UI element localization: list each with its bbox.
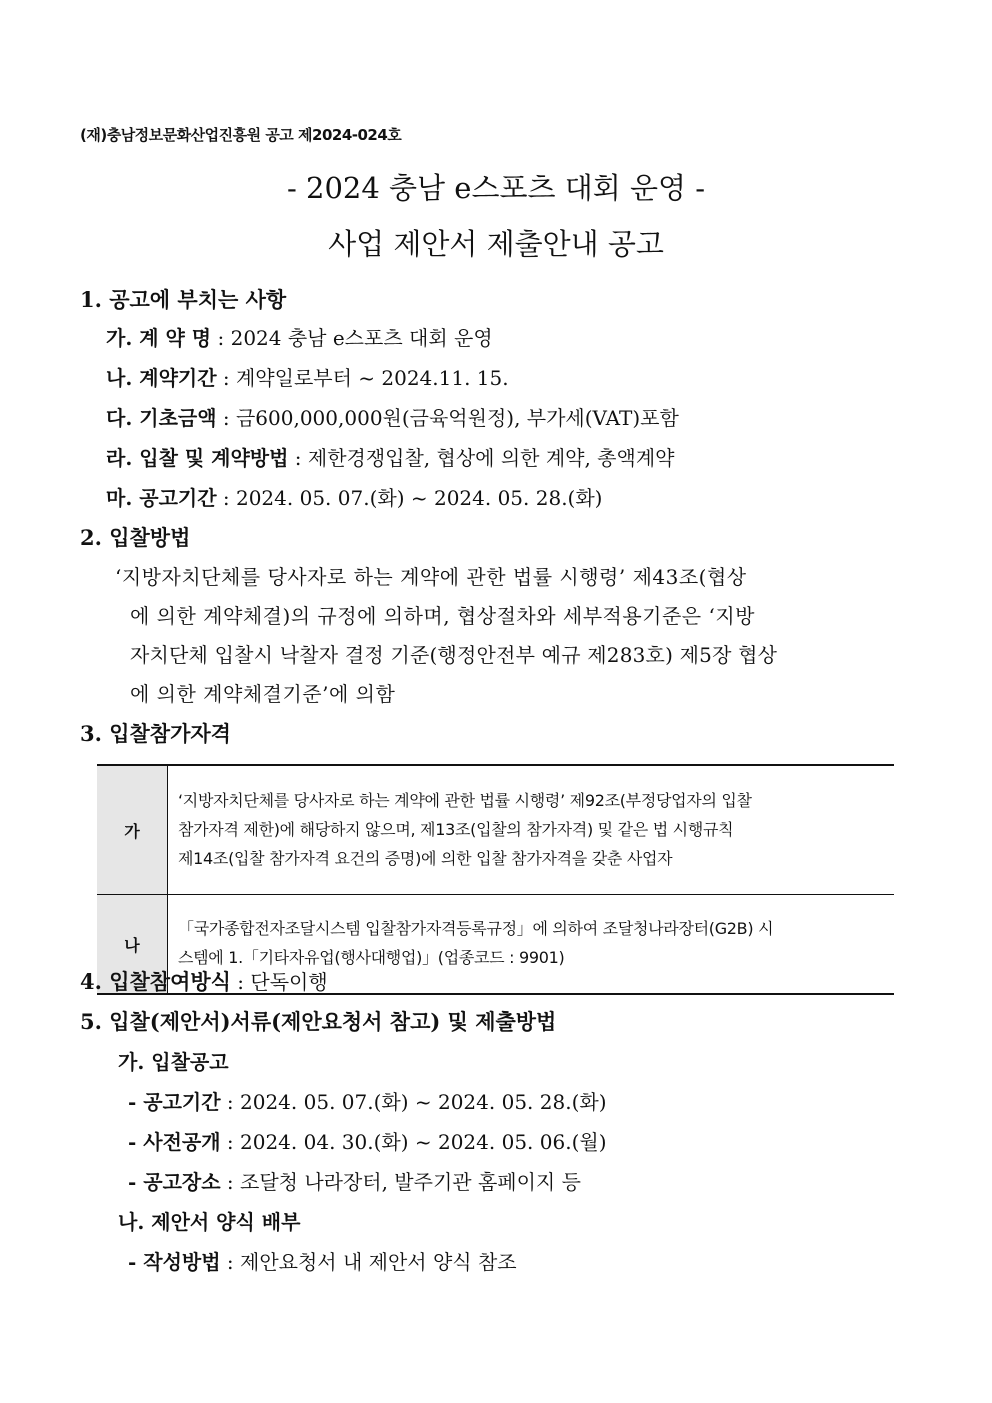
row-text-line: 제14조(입찰 참가자격 요건의 증명)에 의한 입찰 참가자격을 갖춘 사업자 xyxy=(178,848,673,868)
section1-item-contract-name xyxy=(106,322,493,351)
item-value: : 2024. 05. 07.(화) ~ 2024. 05. 28.(화) xyxy=(216,486,603,510)
item-value: : 조달청 나라장터, 발주기관 홈페이지 등 xyxy=(220,1170,581,1194)
item-value: : 제안요청서 내 제안서 양식 참조 xyxy=(220,1250,517,1274)
section5-sub-a-heading: 가. 입찰공고 xyxy=(118,1050,229,1074)
section2-paragraph-line: 에 의한 계약체결기준’에 의함 xyxy=(130,682,396,706)
item-value: : 2024. 05. 07.(화) ~ 2024. 05. 28.(화) xyxy=(220,1090,607,1114)
qualification-row xyxy=(97,765,894,895)
item-label: 가. 계 약 명 xyxy=(106,326,212,350)
section4-heading: 4. 입찰참여방식 xyxy=(80,969,231,994)
row-text-line: 「국가종합전자조달시스템 입찰참가자격등록규정」에 의하여 조달청나라장터(G2B) 시 xyxy=(178,919,774,938)
row-label: 나 xyxy=(97,895,168,995)
section1-item-notice-period xyxy=(106,482,602,511)
section1-item-bid-method xyxy=(106,442,674,471)
item-label: 나. 계약기간 xyxy=(106,366,217,390)
section3-heading: 3. 입찰참가자격 xyxy=(80,721,231,746)
item-label: 마. 공고기간 xyxy=(106,486,217,510)
item-value: : 금600,000,000원(금육억원정), 부가세(VAT)포함 xyxy=(216,406,679,430)
section5-item xyxy=(128,1246,517,1275)
section2-heading: 2. 입찰방법 xyxy=(80,525,191,550)
section5-heading: 5. 입찰(제안서)서류(제안요청서 참고) 및 제출방법 xyxy=(80,1009,557,1034)
section1-heading: 1. 공고에 부치는 사항 xyxy=(80,287,287,312)
section1-item-contract-period xyxy=(106,362,509,391)
item-label: 다. 기초금액 xyxy=(106,406,217,430)
section5-item xyxy=(128,1086,607,1115)
qualification-table xyxy=(97,764,894,995)
item-label: - 작성방법 xyxy=(128,1250,221,1274)
section4 xyxy=(80,966,328,996)
section1-item-base-amount xyxy=(106,402,679,431)
section2-paragraph-line: 에 의한 계약체결)의 규정에 의하며, 협상절차와 세부적용기준은 ‘지방 xyxy=(130,604,755,628)
item-value: : 2024 충남 e스포츠 대회 운영 xyxy=(211,326,493,350)
document-title-line1: - 2024 충남 e스포츠 대회 운영 - xyxy=(287,171,705,205)
section2-paragraph-line: ‘지방자치단체를 당사자로 하는 계약에 관한 법률 시행령’ 제43조(협상 xyxy=(115,565,747,589)
row-text xyxy=(168,765,895,895)
row-text-line: ‘지방자치단체를 당사자로 하는 계약에 관한 법률 시행령’ 제92조(부정당업자의 입찰 xyxy=(178,790,752,810)
item-value: : 계약일로부터 ~ 2024.11. 15. xyxy=(216,366,509,390)
item-label: 라. 입찰 및 계약방법 xyxy=(106,446,289,470)
row-label: 가 xyxy=(97,765,168,895)
document-title-line2: 사업 제안서 제출안내 공고 xyxy=(328,227,664,261)
section5-item xyxy=(128,1126,607,1155)
row-text-line: 스템에 1.「기타자유업(행사대행업)」(업종코드 : 9901) xyxy=(178,948,565,967)
item-value: : 2024. 04. 30.(화) ~ 2024. 05. 06.(월) xyxy=(220,1130,607,1154)
item-label: - 사전공개 xyxy=(128,1130,221,1154)
section5-item xyxy=(128,1166,581,1195)
notice-number: (재)충남정보문화산업진흥원 공고 제2024-024호 xyxy=(80,126,402,144)
item-label: - 공고장소 xyxy=(128,1170,221,1194)
item-value: : 제한경쟁입찰, 협상에 의한 계약, 총액계약 xyxy=(288,446,675,470)
row-text-line: 참가자격 제한)에 해당하지 않으며, 제13조(입찰의 참가자격) 및 같은 법 시행규칙 xyxy=(178,819,734,839)
section2-paragraph-line: 자치단체 입찰시 낙찰자 결정 기준(행정안전부 예규 제283호) 제5장 협상 xyxy=(130,643,778,667)
section5-sub-b-heading: 나. 제안서 양식 배부 xyxy=(118,1210,301,1234)
section4-value: : 단독이행 xyxy=(230,970,328,994)
item-label: - 공고기간 xyxy=(128,1090,221,1114)
